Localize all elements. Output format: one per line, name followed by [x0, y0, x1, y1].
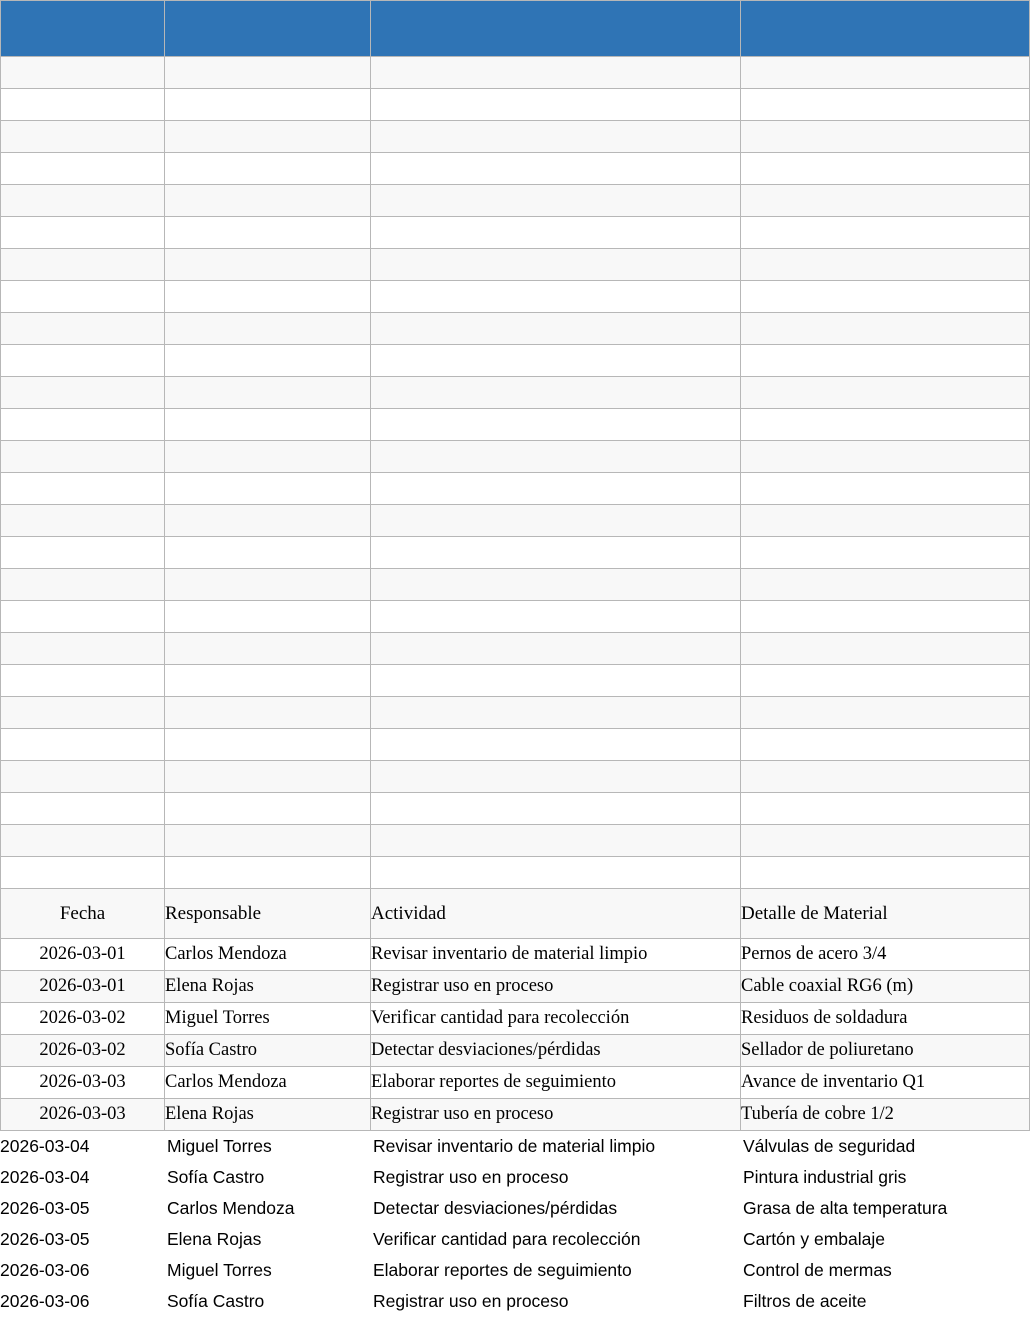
column-header-responsable[interactable]: Responsable [165, 889, 371, 939]
cell-responsable[interactable]: Sofía Castro [165, 1035, 371, 1067]
empty-cell[interactable] [741, 249, 1030, 281]
cell-actividad[interactable]: Revisar inventario de material limpio [371, 939, 741, 971]
empty-cell[interactable] [371, 377, 741, 409]
overflow-cell-fecha[interactable]: 2026-03-06 [0, 1260, 90, 1280]
cell-responsable[interactable]: Elena Rojas [165, 1099, 371, 1131]
banner-row [1, 1, 1030, 57]
empty-row[interactable] [1, 537, 1030, 569]
empty-row[interactable] [1, 569, 1030, 601]
empty-cell[interactable] [165, 313, 371, 345]
empty-cell[interactable] [1, 313, 165, 345]
empty-cell[interactable] [1, 153, 165, 185]
empty-cell[interactable] [371, 665, 741, 697]
empty-cell[interactable] [165, 473, 371, 505]
empty-cell[interactable] [165, 665, 371, 697]
banner-cell-2 [165, 1, 371, 57]
empty-cell[interactable] [741, 377, 1030, 409]
empty-cell[interactable] [165, 601, 371, 633]
empty-row[interactable] [1, 409, 1030, 441]
empty-cell[interactable] [165, 185, 371, 217]
empty-row[interactable] [1, 89, 1030, 121]
empty-cell[interactable] [1, 729, 165, 761]
empty-cell[interactable] [371, 249, 741, 281]
overflow-cell-actividad[interactable]: Registrar uso en proceso [373, 1291, 569, 1311]
empty-cell[interactable] [1, 601, 165, 633]
empty-row[interactable] [1, 633, 1030, 665]
empty-row[interactable] [1, 825, 1030, 857]
empty-cell[interactable] [165, 729, 371, 761]
overflow-cell-actividad[interactable]: Revisar inventario de material limpio [373, 1136, 656, 1156]
column-header-actividad[interactable]: Actividad [371, 889, 741, 939]
empty-row[interactable] [1, 441, 1030, 473]
empty-cell[interactable] [371, 441, 741, 473]
cell-detalle[interactable]: Sellador de poliuretano [741, 1035, 1030, 1067]
empty-cell[interactable] [165, 217, 371, 249]
empty-cell[interactable] [371, 473, 741, 505]
overflow-row[interactable] [0, 1162, 1031, 1193]
banner-cell-1 [1, 1, 165, 57]
empty-cell[interactable] [741, 697, 1030, 729]
empty-cell[interactable] [741, 441, 1030, 473]
empty-row[interactable] [1, 793, 1030, 825]
empty-cell[interactable] [1, 409, 165, 441]
table-row[interactable] [1, 1003, 1030, 1035]
empty-cell[interactable] [741, 473, 1030, 505]
empty-cell[interactable] [165, 121, 371, 153]
empty-cell[interactable] [741, 409, 1030, 441]
cell-detalle[interactable]: Tubería de cobre 1/2 [741, 1099, 1030, 1131]
empty-cell[interactable] [741, 121, 1030, 153]
empty-cell[interactable] [165, 633, 371, 665]
empty-cell[interactable] [165, 89, 371, 121]
overflow-row[interactable] [0, 1224, 1031, 1255]
empty-cell[interactable] [741, 89, 1030, 121]
empty-cell[interactable] [371, 409, 741, 441]
empty-cell[interactable] [371, 633, 741, 665]
empty-cell[interactable] [741, 505, 1030, 537]
overflow-cell-fecha[interactable]: 2026-03-06 [0, 1291, 90, 1311]
overflow-cell-responsable[interactable]: Carlos Mendoza [167, 1198, 295, 1218]
empty-cell[interactable] [1, 537, 165, 569]
cell-fecha[interactable]: 2026-03-03 [1, 1067, 165, 1099]
empty-cell[interactable] [165, 537, 371, 569]
empty-cell[interactable] [1, 505, 165, 537]
empty-cell[interactable] [165, 441, 371, 473]
cell-fecha[interactable]: 2026-03-02 [1, 1003, 165, 1035]
empty-cell[interactable] [741, 313, 1030, 345]
empty-cell[interactable] [741, 633, 1030, 665]
empty-cell[interactable] [1, 57, 165, 89]
cell-responsable[interactable]: Miguel Torres [165, 1003, 371, 1035]
cell-detalle[interactable]: Pernos de acero 3/4 [741, 939, 1030, 971]
column-header-fecha[interactable]: Fecha [1, 889, 165, 939]
empty-row[interactable] [1, 121, 1030, 153]
empty-cell[interactable] [1, 665, 165, 697]
cell-actividad[interactable]: Registrar uso en proceso [371, 1099, 741, 1131]
banner-cell-3 [371, 1, 741, 57]
empty-row[interactable] [1, 761, 1030, 793]
overflow-cell-detalle[interactable]: Grasa de alta temperatura [743, 1198, 948, 1218]
table-row[interactable] [1, 971, 1030, 1003]
empty-cell[interactable] [371, 729, 741, 761]
empty-cell[interactable] [741, 281, 1030, 313]
empty-cell[interactable] [1, 761, 165, 793]
empty-cell[interactable] [741, 537, 1030, 569]
empty-cell[interactable] [165, 345, 371, 377]
overflow-cell-responsable[interactable]: Miguel Torres [167, 1136, 272, 1156]
empty-cell[interactable] [371, 569, 741, 601]
empty-row[interactable] [1, 249, 1030, 281]
overflow-cell-detalle[interactable]: Cartón y embalaje [743, 1229, 886, 1249]
overflow-cell-responsable[interactable]: Sofía Castro [167, 1167, 265, 1187]
empty-cell[interactable] [1, 633, 165, 665]
empty-cell[interactable] [165, 825, 371, 857]
overflow-cell-actividad[interactable]: Detectar desviaciones/pérdidas [373, 1198, 618, 1218]
empty-cell[interactable] [371, 761, 741, 793]
empty-cell[interactable] [371, 601, 741, 633]
overflow-cell-responsable[interactable]: Elena Rojas [167, 1229, 262, 1249]
empty-cell[interactable] [741, 793, 1030, 825]
empty-cell[interactable] [741, 57, 1030, 89]
empty-cell[interactable] [741, 665, 1030, 697]
empty-cell[interactable] [165, 377, 371, 409]
empty-cell[interactable] [741, 729, 1030, 761]
empty-row[interactable] [1, 377, 1030, 409]
empty-cell[interactable] [371, 825, 741, 857]
overflow-cell-responsable[interactable]: Miguel Torres [167, 1260, 272, 1280]
table-row[interactable] [1, 1035, 1030, 1067]
empty-cell[interactable] [1, 121, 165, 153]
empty-cell[interactable] [1, 89, 165, 121]
empty-cell[interactable] [371, 217, 741, 249]
cell-detalle[interactable]: Avance de inventario Q1 [741, 1067, 1030, 1099]
cell-actividad[interactable]: Elaborar reportes de seguimiento [371, 1067, 741, 1099]
empty-cell[interactable] [371, 121, 741, 153]
empty-cell[interactable] [371, 89, 741, 121]
cell-actividad[interactable]: Detectar desviaciones/pérdidas [371, 1035, 741, 1067]
empty-cell[interactable] [741, 601, 1030, 633]
empty-cell[interactable] [741, 825, 1030, 857]
empty-row[interactable] [1, 857, 1030, 889]
column-header-row [1, 889, 1030, 939]
cell-responsable[interactable]: Carlos Mendoza [165, 1067, 371, 1099]
empty-cell[interactable] [165, 793, 371, 825]
empty-cell[interactable] [741, 569, 1030, 601]
empty-cell[interactable] [1, 185, 165, 217]
empty-cell[interactable] [165, 249, 371, 281]
overflow-cell-fecha[interactable]: 2026-03-05 [0, 1198, 90, 1218]
empty-cell[interactable] [371, 281, 741, 313]
overflow-cell-detalle[interactable]: Control de mermas [743, 1260, 892, 1280]
table-row[interactable] [1, 939, 1030, 971]
cell-detalle[interactable]: Residuos de soldadura [741, 1003, 1030, 1035]
empty-cell[interactable] [371, 857, 741, 889]
empty-cell[interactable] [371, 505, 741, 537]
overflow-cell-fecha[interactable]: 2026-03-04 [0, 1167, 90, 1187]
empty-cell[interactable] [741, 857, 1030, 889]
empty-cell[interactable] [1, 249, 165, 281]
empty-row[interactable] [1, 345, 1030, 377]
overflow-cell-responsable[interactable]: Sofía Castro [167, 1291, 265, 1311]
overflow-row[interactable] [0, 1131, 1031, 1162]
table-row[interactable] [1, 1067, 1030, 1099]
empty-cell[interactable] [1, 377, 165, 409]
empty-cell[interactable] [741, 185, 1030, 217]
empty-row[interactable] [1, 601, 1030, 633]
empty-row[interactable] [1, 665, 1030, 697]
cell-responsable[interactable]: Carlos Mendoza [165, 939, 371, 971]
banner-cell-4 [741, 1, 1030, 57]
empty-cell[interactable] [371, 793, 741, 825]
empty-cell[interactable] [165, 505, 371, 537]
empty-cell[interactable] [1, 281, 165, 313]
empty-cell[interactable] [371, 697, 741, 729]
table-row[interactable] [1, 1099, 1030, 1131]
empty-row[interactable] [1, 217, 1030, 249]
table-body [1, 1, 1030, 1131]
cell-fecha[interactable]: 2026-03-02 [1, 1035, 165, 1067]
overflow-row[interactable] [0, 1193, 1031, 1224]
empty-cell[interactable] [741, 761, 1030, 793]
overflow-cell-detalle[interactable]: Pintura industrial gris [743, 1167, 907, 1187]
empty-cell[interactable] [1, 857, 165, 889]
empty-row[interactable] [1, 281, 1030, 313]
empty-row[interactable] [1, 697, 1030, 729]
empty-cell[interactable] [165, 857, 371, 889]
cell-actividad[interactable]: Registrar uso en proceso [371, 971, 741, 1003]
empty-cell[interactable] [1, 473, 165, 505]
cell-fecha[interactable]: 2026-03-01 [1, 939, 165, 971]
empty-row[interactable] [1, 473, 1030, 505]
empty-row[interactable] [1, 505, 1030, 537]
empty-row[interactable] [1, 153, 1030, 185]
empty-cell[interactable] [165, 569, 371, 601]
empty-cell[interactable] [1, 441, 165, 473]
empty-row[interactable] [1, 57, 1030, 89]
overflow-row[interactable] [0, 1286, 1031, 1317]
cell-fecha[interactable]: 2026-03-01 [1, 971, 165, 1003]
overflow-cell-detalle[interactable]: Filtros de aceite [743, 1291, 867, 1311]
empty-cell[interactable] [741, 153, 1030, 185]
overflow-rows-container [0, 1131, 1031, 1317]
column-header-detalle[interactable]: Detalle de Material [741, 889, 1030, 939]
empty-row[interactable] [1, 185, 1030, 217]
empty-cell[interactable] [165, 153, 371, 185]
overflow-cell-actividad[interactable]: Elaborar reportes de seguimiento [373, 1260, 632, 1280]
empty-row[interactable] [1, 313, 1030, 345]
overflow-cell-fecha[interactable]: 2026-03-04 [0, 1136, 90, 1156]
overflow-cell-detalle[interactable]: Válvulas de seguridad [743, 1136, 916, 1156]
empty-cell[interactable] [1, 793, 165, 825]
empty-cell[interactable] [371, 537, 741, 569]
empty-cell[interactable] [371, 185, 741, 217]
empty-cell[interactable] [1, 697, 165, 729]
empty-cell[interactable] [165, 281, 371, 313]
cell-responsable[interactable]: Elena Rojas [165, 971, 371, 1003]
cell-detalle[interactable]: Cable coaxial RG6 (m) [741, 971, 1030, 1003]
empty-cell[interactable] [165, 761, 371, 793]
empty-cell[interactable] [1, 569, 165, 601]
empty-cell[interactable] [1, 217, 165, 249]
overflow-cell-fecha[interactable]: 2026-03-05 [0, 1229, 90, 1249]
cell-actividad[interactable]: Verificar cantidad para recolección [371, 1003, 741, 1035]
empty-row[interactable] [1, 729, 1030, 761]
empty-cell[interactable] [741, 217, 1030, 249]
empty-cell[interactable] [165, 409, 371, 441]
empty-cell[interactable] [371, 153, 741, 185]
empty-cell[interactable] [741, 345, 1030, 377]
overflow-cell-actividad[interactable]: Verificar cantidad para recolección [373, 1229, 641, 1249]
empty-cell[interactable] [165, 57, 371, 89]
overflow-row[interactable] [0, 1255, 1031, 1286]
empty-cell[interactable] [1, 345, 165, 377]
empty-cell[interactable] [165, 697, 371, 729]
empty-cell[interactable] [371, 57, 741, 89]
overflow-cell-actividad[interactable]: Registrar uso en proceso [373, 1167, 569, 1187]
cell-fecha[interactable]: 2026-03-03 [1, 1099, 165, 1131]
empty-cell[interactable] [371, 345, 741, 377]
empty-cell[interactable] [371, 313, 741, 345]
empty-cell[interactable] [1, 825, 165, 857]
